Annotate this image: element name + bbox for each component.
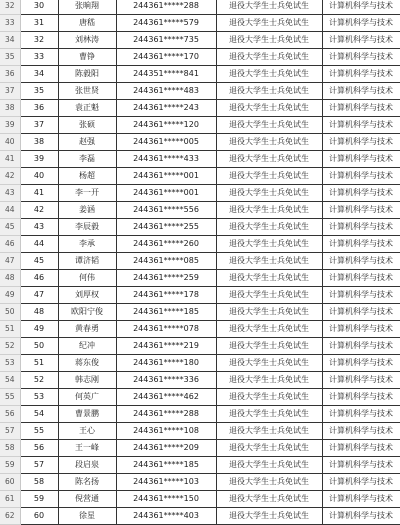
table-row[interactable] [0,253,400,270]
name-cell[interactable]: 陈毅阳 [58,66,116,83]
name-cell[interactable]: 袁正魁 [58,100,116,117]
seq-cell[interactable]: 50 [20,338,58,355]
table-row[interactable] [0,15,400,32]
table-row[interactable] [0,270,400,287]
major-cell[interactable]: 计算机科学与技术 [322,474,400,491]
name-cell[interactable]: 张硕 [58,117,116,134]
category-cell[interactable]: 退役大学生士兵免试生 [216,372,322,389]
row-header[interactable]: 61 [0,491,20,508]
table-row[interactable] [0,185,400,202]
row-header[interactable]: 58 [0,440,20,457]
category-cell[interactable]: 退役大学生士兵免试生 [216,83,322,100]
seq-cell[interactable]: 59 [20,491,58,508]
major-cell[interactable]: 计算机科学与技术 [322,304,400,321]
category-cell[interactable]: 退役大学生士兵免试生 [216,440,322,457]
table-row[interactable] [0,406,400,423]
name-cell[interactable]: 王一峰 [58,440,116,457]
id-cell[interactable]: 244361*****001 [116,168,216,185]
major-cell[interactable]: 计算机科学与技术 [322,423,400,440]
major-cell[interactable]: 计算机科学与技术 [322,372,400,389]
name-cell[interactable]: 王心 [58,423,116,440]
major-cell[interactable]: 计算机科学与技术 [322,134,400,151]
table-row[interactable] [0,49,400,66]
table-row[interactable] [0,355,400,372]
row-header[interactable]: 45 [0,219,20,236]
seq-cell[interactable]: 47 [20,287,58,304]
seq-cell[interactable]: 43 [20,219,58,236]
row-header[interactable]: 51 [0,321,20,338]
id-cell[interactable]: 244361*****150 [116,491,216,508]
table-row[interactable] [0,389,400,406]
table-row[interactable] [0,321,400,338]
row-header[interactable]: 59 [0,457,20,474]
seq-cell[interactable]: 32 [20,32,58,49]
id-cell[interactable]: 244361*****255 [116,219,216,236]
seq-cell[interactable]: 60 [20,508,58,525]
table-row[interactable] [0,66,400,83]
table-row[interactable] [0,0,400,15]
name-cell[interactable]: 倪营通 [58,491,116,508]
seq-cell[interactable]: 33 [20,49,58,66]
id-cell[interactable]: 244361*****001 [116,185,216,202]
id-cell[interactable]: 244351*****841 [116,66,216,83]
table-row[interactable] [0,423,400,440]
id-cell[interactable]: 244361*****288 [116,0,216,15]
row-header[interactable]: 33 [0,15,20,32]
category-cell[interactable]: 退役大学生士兵免试生 [216,355,322,372]
name-cell[interactable]: 姜涵 [58,202,116,219]
major-cell[interactable]: 计算机科学与技术 [322,168,400,185]
table-row[interactable] [0,440,400,457]
seq-cell[interactable]: 49 [20,321,58,338]
row-header[interactable]: 46 [0,236,20,253]
name-cell[interactable]: 李辰毅 [58,219,116,236]
id-cell[interactable]: 244361*****259 [116,270,216,287]
seq-cell[interactable]: 30 [20,0,58,15]
name-cell[interactable]: 陈名扬 [58,474,116,491]
category-cell[interactable]: 退役大学生士兵免试生 [216,66,322,83]
major-cell[interactable]: 计算机科学与技术 [322,236,400,253]
id-cell[interactable]: 244361*****005 [116,134,216,151]
major-cell[interactable]: 计算机科学与技术 [322,117,400,134]
row-header[interactable]: 47 [0,253,20,270]
row-header[interactable]: 38 [0,100,20,117]
seq-cell[interactable]: 44 [20,236,58,253]
category-cell[interactable]: 退役大学生士兵免试生 [216,168,322,185]
major-cell[interactable]: 计算机科学与技术 [322,100,400,117]
seq-cell[interactable]: 35 [20,83,58,100]
major-cell[interactable]: 计算机科学与技术 [322,32,400,49]
name-cell[interactable]: 徐星 [58,508,116,525]
seq-cell[interactable]: 55 [20,423,58,440]
seq-cell[interactable]: 46 [20,270,58,287]
major-cell[interactable]: 计算机科学与技术 [322,321,400,338]
table-row[interactable] [0,100,400,117]
id-cell[interactable]: 244361*****170 [116,49,216,66]
category-cell[interactable]: 退役大学生士兵免试生 [216,508,322,525]
id-cell[interactable]: 244361*****120 [116,117,216,134]
table-row[interactable] [0,304,400,321]
seq-cell[interactable]: 31 [20,15,58,32]
category-cell[interactable]: 退役大学生士兵免试生 [216,389,322,406]
name-cell[interactable]: 唐嵇 [58,15,116,32]
category-cell[interactable]: 退役大学生士兵免试生 [216,406,322,423]
table-row[interactable] [0,372,400,389]
name-cell[interactable]: 曹景鹏 [58,406,116,423]
table-row[interactable] [0,236,400,253]
major-cell[interactable]: 计算机科学与技术 [322,0,400,15]
row-header[interactable]: 60 [0,474,20,491]
table-row[interactable] [0,151,400,168]
id-cell[interactable]: 244361*****078 [116,321,216,338]
seq-cell[interactable]: 45 [20,253,58,270]
table-row[interactable] [0,491,400,508]
row-header[interactable]: 37 [0,83,20,100]
category-cell[interactable]: 退役大学生士兵免试生 [216,0,322,15]
major-cell[interactable]: 计算机科学与技术 [322,457,400,474]
category-cell[interactable]: 退役大学生士兵免试生 [216,236,322,253]
category-cell[interactable]: 退役大学生士兵免试生 [216,304,322,321]
seq-cell[interactable]: 39 [20,151,58,168]
row-header[interactable]: 52 [0,338,20,355]
seq-cell[interactable]: 51 [20,355,58,372]
major-cell[interactable]: 计算机科学与技术 [322,15,400,32]
name-cell[interactable]: 张世贤 [58,83,116,100]
row-header[interactable]: 36 [0,66,20,83]
id-cell[interactable]: 244361*****085 [116,253,216,270]
id-cell[interactable]: 244361*****735 [116,32,216,49]
name-cell[interactable]: 蒋东俊 [58,355,116,372]
major-cell[interactable]: 计算机科学与技术 [322,83,400,100]
major-cell[interactable]: 计算机科学与技术 [322,270,400,287]
category-cell[interactable]: 退役大学生士兵免试生 [216,15,322,32]
category-cell[interactable]: 退役大学生士兵免试生 [216,321,322,338]
id-cell[interactable]: 244361*****288 [116,406,216,423]
id-cell[interactable]: 244361*****243 [116,100,216,117]
seq-cell[interactable]: 37 [20,117,58,134]
table-row[interactable] [0,32,400,49]
row-header[interactable]: 43 [0,185,20,202]
major-cell[interactable]: 计算机科学与技术 [322,49,400,66]
id-cell[interactable]: 244361*****579 [116,15,216,32]
table-row[interactable] [0,202,400,219]
table-row[interactable] [0,508,400,525]
row-header[interactable]: 55 [0,389,20,406]
seq-cell[interactable]: 54 [20,406,58,423]
category-cell[interactable]: 退役大学生士兵免试生 [216,151,322,168]
name-cell[interactable]: 何伟 [58,270,116,287]
id-cell[interactable]: 244361*****433 [116,151,216,168]
category-cell[interactable]: 退役大学生士兵免试生 [216,202,322,219]
row-header[interactable]: 44 [0,202,20,219]
table-row[interactable] [0,457,400,474]
seq-cell[interactable]: 34 [20,66,58,83]
row-header[interactable]: 54 [0,372,20,389]
row-header[interactable]: 57 [0,423,20,440]
major-cell[interactable]: 计算机科学与技术 [322,219,400,236]
name-cell[interactable]: 谭济韬 [58,253,116,270]
major-cell[interactable]: 计算机科学与技术 [322,185,400,202]
category-cell[interactable]: 退役大学生士兵免试生 [216,32,322,49]
row-header[interactable]: 56 [0,406,20,423]
category-cell[interactable]: 退役大学生士兵免试生 [216,219,322,236]
id-cell[interactable]: 244361*****185 [116,457,216,474]
id-cell[interactable]: 244361*****219 [116,338,216,355]
name-cell[interactable]: 李一开 [58,185,116,202]
id-cell[interactable]: 244361*****209 [116,440,216,457]
id-cell[interactable]: 244361*****483 [116,83,216,100]
table-row[interactable] [0,474,400,491]
row-header[interactable]: 50 [0,304,20,321]
major-cell[interactable]: 计算机科学与技术 [322,253,400,270]
seq-cell[interactable]: 56 [20,440,58,457]
major-cell[interactable]: 计算机科学与技术 [322,491,400,508]
row-header[interactable]: 62 [0,508,20,525]
name-cell[interactable]: 李承 [58,236,116,253]
row-header[interactable]: 34 [0,32,20,49]
id-cell[interactable]: 244361*****103 [116,474,216,491]
id-cell[interactable]: 244361*****180 [116,355,216,372]
id-cell[interactable]: 244361*****556 [116,202,216,219]
name-cell[interactable]: 赵强 [58,134,116,151]
category-cell[interactable]: 退役大学生士兵免试生 [216,491,322,508]
category-cell[interactable]: 退役大学生士兵免试生 [216,474,322,491]
seq-cell[interactable]: 52 [20,372,58,389]
table-row[interactable] [0,338,400,355]
major-cell[interactable]: 计算机科学与技术 [322,287,400,304]
name-cell[interactable]: 张晌翔 [58,0,116,15]
row-header[interactable]: 41 [0,151,20,168]
seq-cell[interactable]: 38 [20,134,58,151]
major-cell[interactable]: 计算机科学与技术 [322,440,400,457]
name-cell[interactable]: 欧阳宁俊 [58,304,116,321]
name-cell[interactable]: 刘厚权 [58,287,116,304]
name-cell[interactable]: 黄春勇 [58,321,116,338]
seq-cell[interactable]: 42 [20,202,58,219]
name-cell[interactable]: 纪冲 [58,338,116,355]
row-header[interactable]: 32 [0,0,20,15]
category-cell[interactable]: 退役大学生士兵免试生 [216,253,322,270]
category-cell[interactable]: 退役大学生士兵免试生 [216,287,322,304]
seq-cell[interactable]: 48 [20,304,58,321]
row-header[interactable]: 49 [0,287,20,304]
name-cell[interactable]: 杨超 [58,168,116,185]
name-cell[interactable]: 何英广 [58,389,116,406]
major-cell[interactable]: 计算机科学与技术 [322,338,400,355]
major-cell[interactable]: 计算机科学与技术 [322,355,400,372]
seq-cell[interactable]: 53 [20,389,58,406]
id-cell[interactable]: 244361*****260 [116,236,216,253]
id-cell[interactable]: 244361*****336 [116,372,216,389]
seq-cell[interactable]: 40 [20,168,58,185]
id-cell[interactable]: 244361*****403 [116,508,216,525]
category-cell[interactable]: 退役大学生士兵免试生 [216,270,322,287]
category-cell[interactable]: 退役大学生士兵免试生 [216,423,322,440]
table-row[interactable] [0,168,400,185]
major-cell[interactable]: 计算机科学与技术 [322,66,400,83]
category-cell[interactable]: 退役大学生士兵免试生 [216,117,322,134]
name-cell[interactable]: 韩志刚 [58,372,116,389]
row-header[interactable]: 40 [0,134,20,151]
id-cell[interactable]: 244361*****178 [116,287,216,304]
major-cell[interactable]: 计算机科学与技术 [322,389,400,406]
row-header[interactable]: 48 [0,270,20,287]
id-cell[interactable]: 244361*****108 [116,423,216,440]
name-cell[interactable]: 曹铮 [58,49,116,66]
id-cell[interactable]: 244361*****185 [116,304,216,321]
row-header[interactable]: 39 [0,117,20,134]
major-cell[interactable]: 计算机科学与技术 [322,406,400,423]
category-cell[interactable]: 退役大学生士兵免试生 [216,100,322,117]
category-cell[interactable]: 退役大学生士兵免试生 [216,185,322,202]
major-cell[interactable]: 计算机科学与技术 [322,151,400,168]
row-header[interactable]: 53 [0,355,20,372]
name-cell[interactable]: 刘林涛 [58,32,116,49]
name-cell[interactable]: 李磊 [58,151,116,168]
category-cell[interactable]: 退役大学生士兵免试生 [216,338,322,355]
category-cell[interactable]: 退役大学生士兵免试生 [216,49,322,66]
table-row[interactable] [0,287,400,304]
row-header[interactable]: 35 [0,49,20,66]
category-cell[interactable]: 退役大学生士兵免试生 [216,134,322,151]
row-header[interactable]: 42 [0,168,20,185]
table-row[interactable] [0,134,400,151]
id-cell[interactable]: 244361*****462 [116,389,216,406]
table-row[interactable] [0,117,400,134]
seq-cell[interactable]: 58 [20,474,58,491]
seq-cell[interactable]: 41 [20,185,58,202]
seq-cell[interactable]: 36 [20,100,58,117]
name-cell[interactable]: 段启泉 [58,457,116,474]
category-cell[interactable]: 退役大学生士兵免试生 [216,457,322,474]
table-row[interactable] [0,219,400,236]
seq-cell[interactable]: 57 [20,457,58,474]
table-row[interactable] [0,83,400,100]
major-cell[interactable]: 计算机科学与技术 [322,202,400,219]
major-cell[interactable]: 计算机科学与技术 [322,508,400,525]
